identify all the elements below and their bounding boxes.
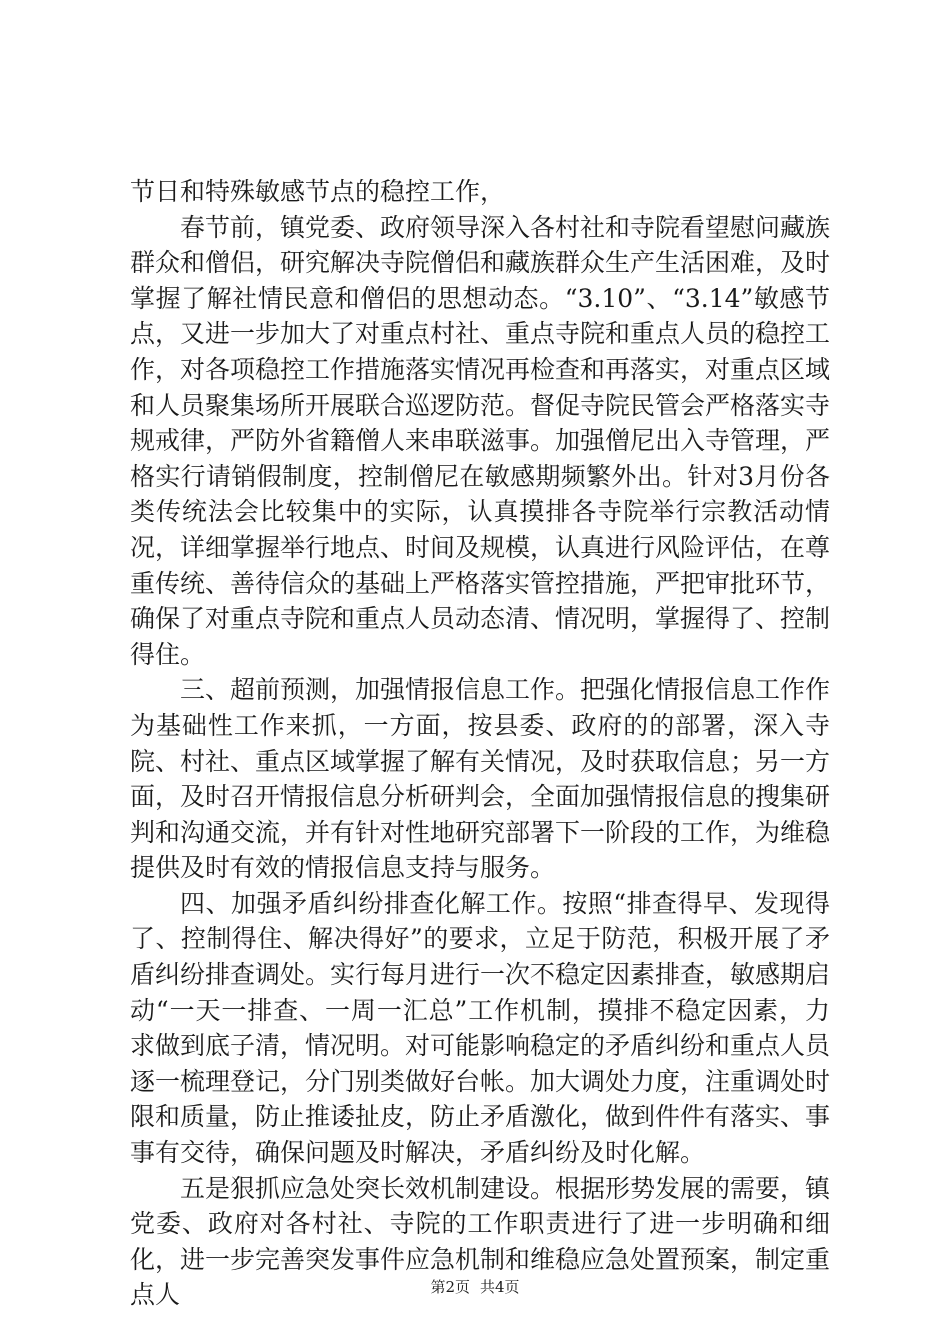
page-total: 共4页 (480, 1278, 520, 1296)
paragraph-continuation: 节日和特殊敏感节点的稳控工作， (130, 177, 506, 206)
paragraph-dispute-resolution: 四、加强矛盾纠纷排查化解工作。按照“排查得早、发现得了、控制得住、解决得好”的要求，立足于防范，积极开展了矛盾纠纷排查调处。实行每月进行一次不稳定因素排查，敏感期启动“一天一排查、一周一汇总”工作机制，摸排不稳定因素，力求做到底子清，情况明。对可能影响稳定的矛盾纠纷和重点人员逐一梳理登记，分门别类做好台帐。加大调处力度，注重调处时限和质量，防止推诿扯皮，防止矛盾激化，做到件件有落实、事事有交待，确保问题及时解决，矛盾纠纷及时化解。 (130, 888, 831, 1168)
paragraph-spring-festival: 春节前，镇党委、政府领导深入各村社和寺院看望慰问藏族群众和僧侣，研究解决寺院僧侣和藏族群众生产生活困难，及时掌握了解社情民意和僧侣的思想动态。“3.10”、“3.14”敏感节点，又进一步加大了对重点村社、重点寺院和重点人员的稳控工作，对各项稳控工作措施落实情况再检查和再落实，对重点区域和人员聚集场所开展联合巡逻防范。督促寺院民管会严格落实寺规戒律，严防外省籍僧人来串联滋事。加强僧尼出入寺管理，严格实行请销假制度，控制僧尼在敏感期频繁外出。针对3月份各类传统法会比较集中的实际，认真摸排各寺院举行宗教活动情况，详细掌握举行地点、时间及规模，认真进行风险评估，在尊重传统、善待信众的基础上严格落实管控措施，严把审批环节，确保了对重点寺院和重点人员动态清、情况明，掌握得了、控制得住。 (130, 212, 831, 669)
page-footer (0, 1276, 950, 1297)
page-number: 第2页 (430, 1278, 470, 1296)
document-body (130, 174, 830, 1313)
paragraph-emergency-mechanism: 五是狠抓应急处突长效机制建设。根据形势发展的需要，镇党委、政府对各村社、寺院的工作职责进行了进一步明确和细化，进一步完善突发事件应急机制和维稳应急处置预案，制定重点人 (130, 1173, 831, 1310)
paragraph-intelligence-work: 三、超前预测，加强情报信息工作。把强化情报信息工作作为基础性工作来抓，一方面，按县委、政府的的部署，深入寺院、村社、重点区域掌握了解有关情况，及时获取信息；另一方面，及时召开情报信息分析研判会，全面加强情报信息的搜集研判和沟通交流，并有针对性地研究部署下一阶段的工作，为维稳提供及时有效的情报信息支持与服务。 (130, 675, 831, 883)
